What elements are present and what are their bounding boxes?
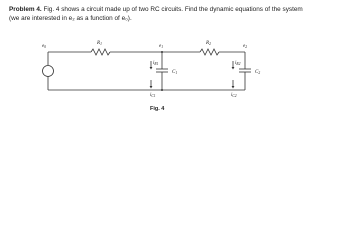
label-c1: $C_1$ [172, 70, 178, 75]
problem-label: Problem 4. [9, 6, 42, 13]
label-r1: $R_1$ [97, 41, 102, 46]
resistor-r2 [200, 49, 219, 55]
circuit-wires [43, 49, 252, 90]
label-e1: $e_1$ [159, 44, 164, 49]
label-e0: $e_0$ [42, 44, 47, 49]
label-ir2: $i_{R2}$ [235, 61, 241, 66]
problem-sentence-2: (we are interested in e₂ as a function of e₀). [9, 15, 132, 22]
problem-sentence-1: Fig. 4 shows a circuit made up of two RC circuits. Find the dynamic equations of the system [41, 6, 303, 13]
figure-caption: Fig. 4 [150, 106, 165, 112]
arrow-ir2-head [232, 67, 235, 70]
voltage-source [43, 66, 54, 77]
label-r2: $R_2$ [206, 41, 211, 46]
resistor-r1 [91, 49, 110, 55]
arrow-ir1-head [150, 67, 153, 70]
label-c2: $C_2$ [255, 70, 261, 75]
junction-e1 [161, 51, 163, 53]
arrow-ic2-head [232, 86, 235, 89]
label-ic2: $i_{C2}$ [231, 93, 237, 98]
label-ic1: $i_{C1}$ [150, 93, 156, 98]
junction-bottom-c1 [161, 89, 163, 91]
arrow-ic1-head [150, 86, 153, 89]
label-ir1: $i_{R1}$ [153, 61, 159, 66]
label-e2: $e_2$ [243, 44, 248, 49]
